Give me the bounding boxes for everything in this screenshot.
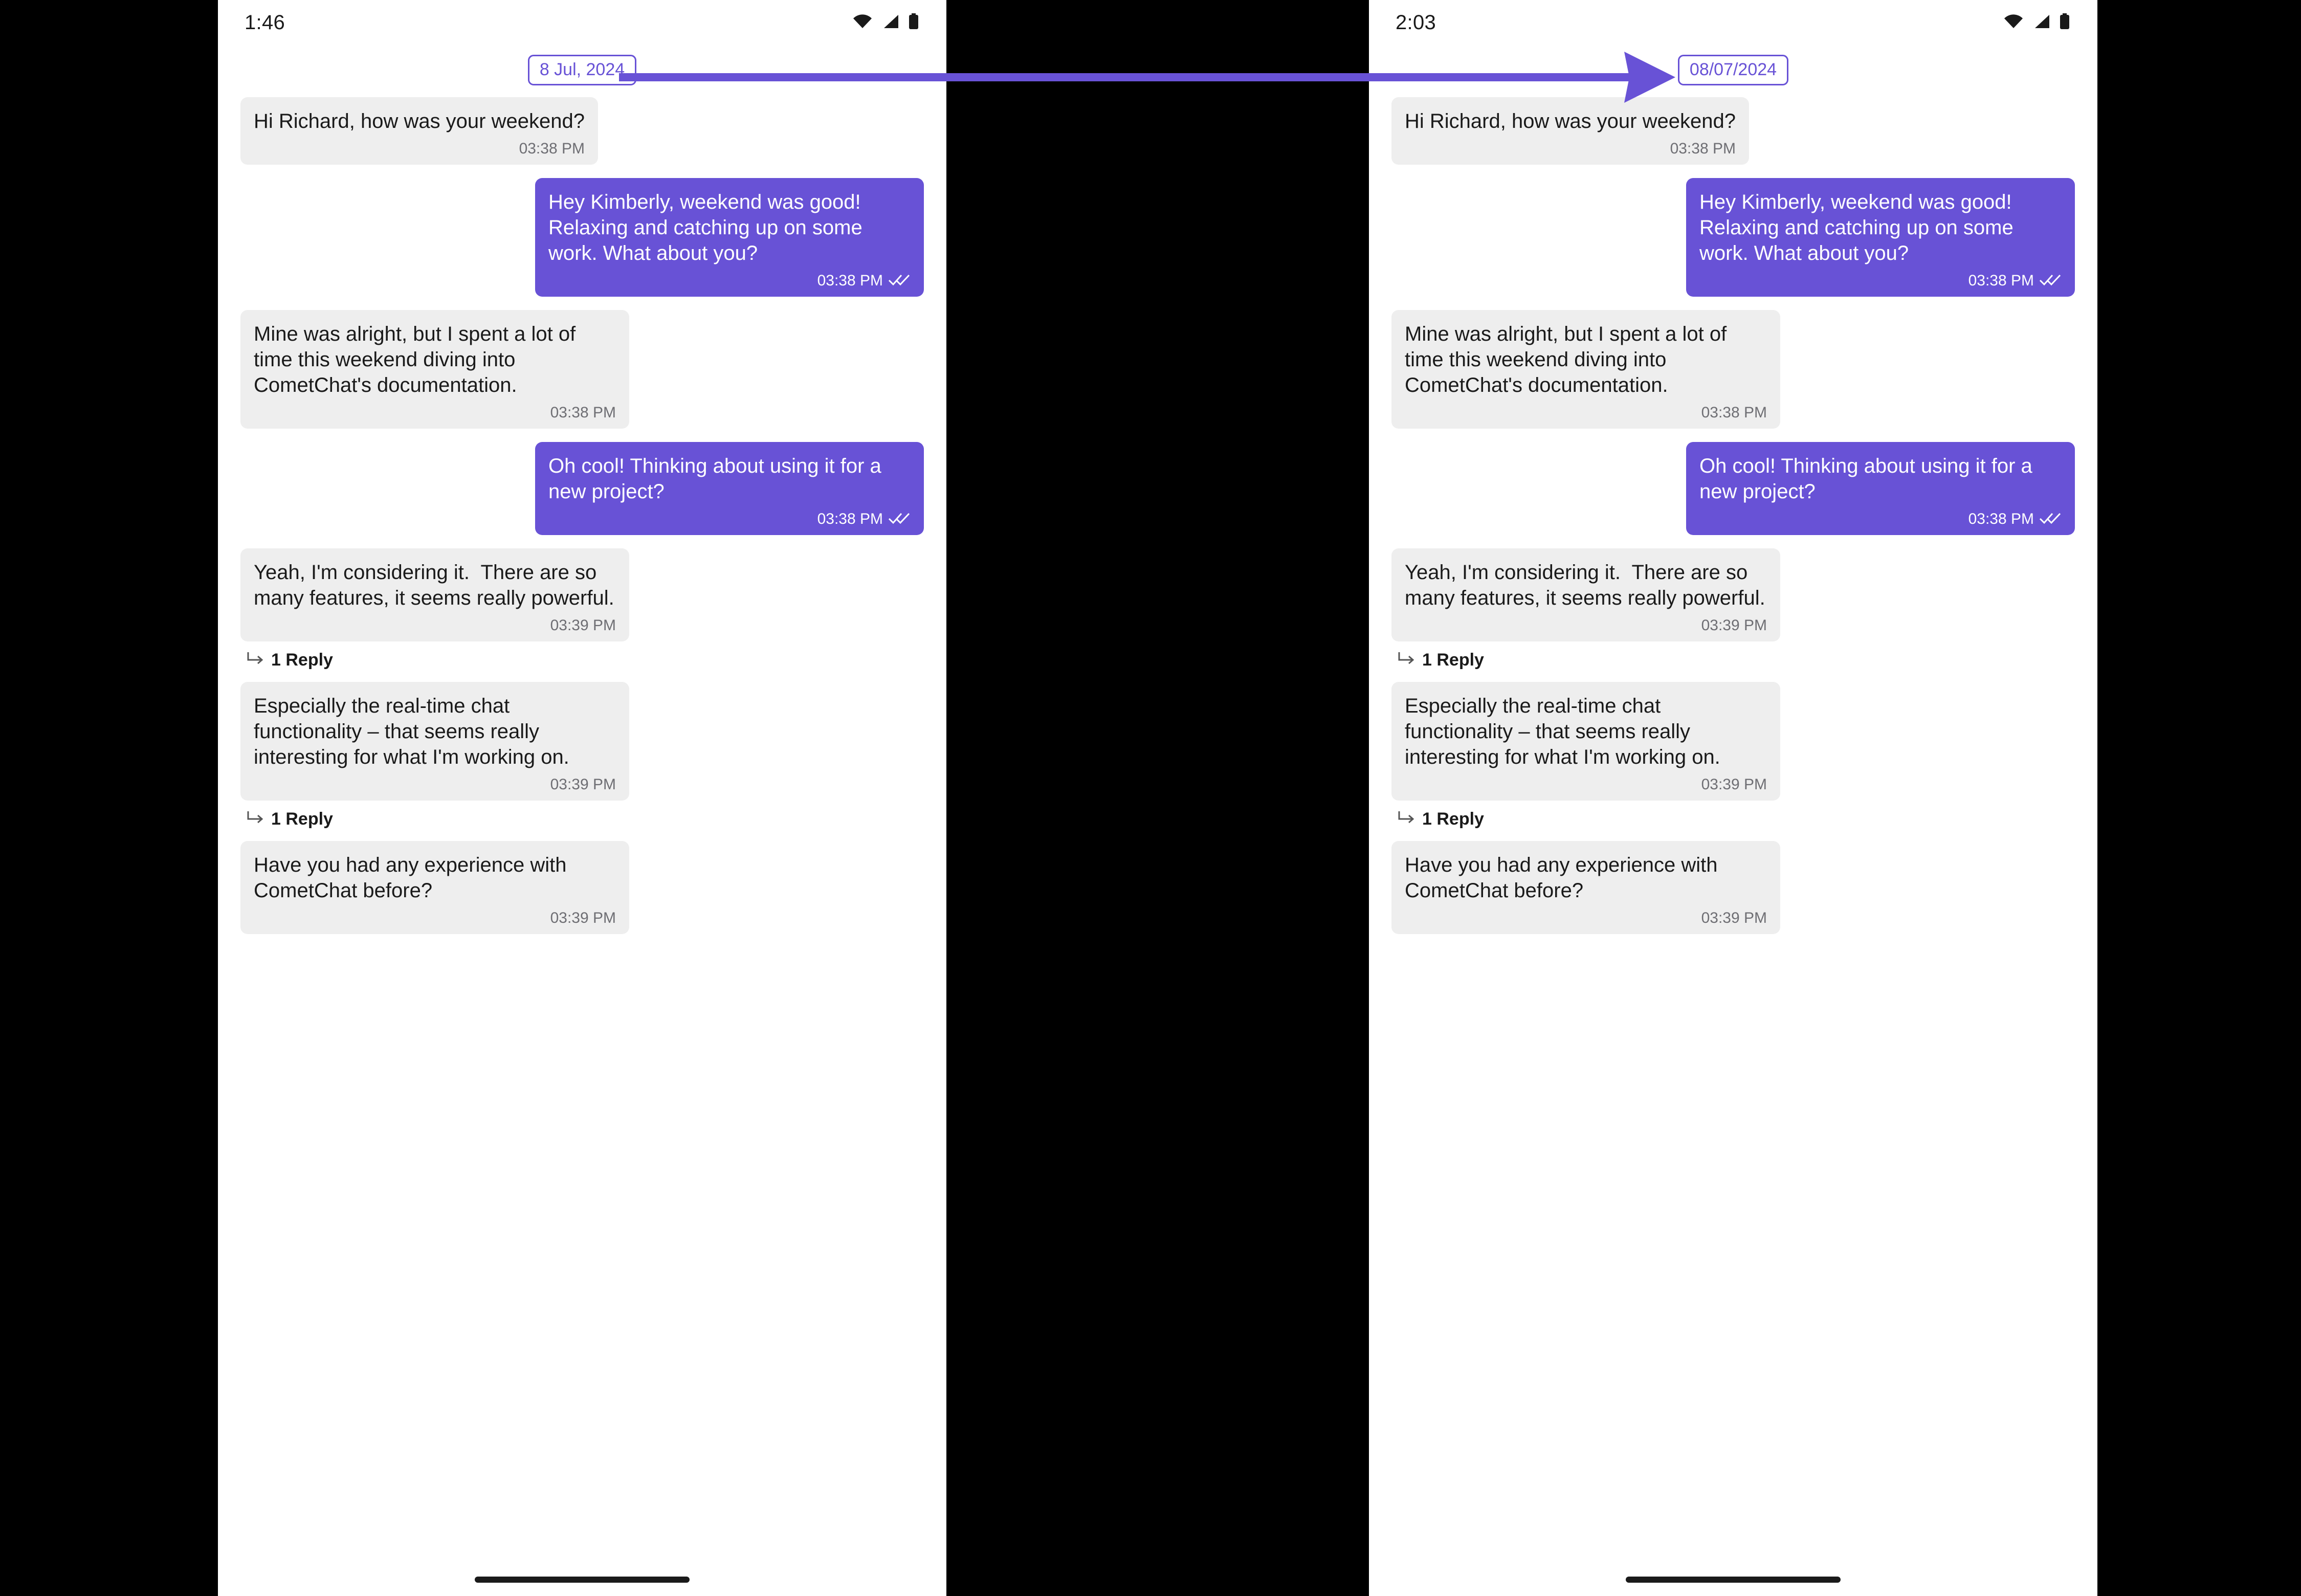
message-meta [548, 512, 911, 527]
reply-count-label: 1 Reply [271, 650, 333, 670]
thread-reply-link[interactable] [247, 651, 924, 669]
reply-arrow-icon [1398, 651, 1415, 669]
battery-icon [909, 13, 919, 32]
message-timestamp: 03:38 PM [817, 272, 883, 289]
message-meta [548, 273, 911, 289]
message-text: Hey Kimberly, weekend was good! Relaxing and catching up on some work. What about you? [548, 191, 868, 264]
message-row [240, 178, 924, 297]
double-check-icon [888, 512, 911, 527]
message-meta [1405, 911, 1767, 926]
message-text: Hey Kimberly, weekend was good! Relaxing and catching up on some work. What about you? [1699, 191, 2019, 264]
message-meta [254, 405, 616, 420]
message-row [240, 442, 924, 535]
home-indicator [1626, 1577, 1841, 1583]
message-timestamp: 03:38 PM [1968, 511, 2034, 527]
message-bubble-incoming[interactable] [1391, 548, 1780, 641]
message-list [1369, 97, 2097, 934]
wifi-icon [2003, 14, 2024, 32]
message-text: Mine was alright, but I spent a lot of time this weekend diving into CometChat's documentation. [1405, 323, 1733, 396]
message-meta [1405, 405, 1767, 420]
message-bubble-incoming[interactable] [1391, 310, 1780, 429]
message-timestamp: 03:38 PM [550, 404, 616, 421]
reply-count-label: 1 Reply [271, 809, 333, 829]
message-meta [1699, 512, 2062, 527]
message-bubble-outgoing[interactable] [1686, 442, 2075, 535]
thread-reply-link[interactable] [247, 810, 924, 828]
message-timestamp: 03:39 PM [1701, 617, 1767, 634]
message-timestamp: 03:38 PM [1968, 272, 2034, 289]
message-bubble-outgoing[interactable] [1686, 178, 2075, 297]
message-timestamp: 03:38 PM [1670, 140, 1736, 157]
message-timestamp: 03:39 PM [550, 617, 616, 634]
thread-reply-link[interactable] [1398, 810, 2075, 828]
message-row [1391, 442, 2075, 535]
message-meta [254, 618, 616, 633]
message-text: Have you had any experience with CometChat before? [254, 854, 572, 902]
thread-reply-link[interactable] [1398, 651, 2075, 669]
status-bar-clock: 2:03 [1396, 11, 1436, 34]
message-bubble-incoming[interactable] [240, 97, 598, 165]
status-bar [218, 0, 946, 45]
message-timestamp: 03:38 PM [519, 140, 585, 157]
phone-screen-right [1369, 0, 2097, 1596]
wifi-icon [852, 14, 873, 32]
status-bar [1369, 0, 2097, 45]
reply-arrow-icon [1398, 810, 1415, 828]
status-bar-clock: 1:46 [245, 11, 285, 34]
message-meta [1405, 618, 1767, 633]
message-row [1391, 548, 2075, 641]
message-meta [254, 911, 616, 926]
message-timestamp: 03:38 PM [817, 511, 883, 527]
message-text: Especially the real-time chat functionality – that seems really interesting for what I'm working on. [1405, 695, 1720, 768]
message-timestamp: 03:39 PM [1701, 910, 1767, 926]
message-row [240, 682, 924, 801]
message-text: Yeah, I'm considering it. There are so many features, it seems really powerful. [254, 561, 614, 609]
message-meta [1405, 141, 1736, 157]
signal-icon [2033, 14, 2050, 32]
message-row [1391, 310, 2075, 429]
double-check-icon [2039, 512, 2062, 527]
message-text: Yeah, I'm considering it. There are so many features, it seems really powerful. [1405, 561, 1765, 609]
battery-icon [2060, 13, 2070, 32]
message-bubble-incoming[interactable] [1391, 97, 1749, 165]
message-text: Have you had any experience with CometChat before? [1405, 854, 1723, 902]
message-timestamp: 03:39 PM [550, 776, 616, 793]
date-chip: 8 Jul, 2024 [529, 56, 635, 84]
message-meta [1405, 777, 1767, 792]
status-bar-icons [852, 13, 919, 32]
date-chip: 08/07/2024 [1679, 56, 1787, 84]
message-text: Oh cool! Thinking about using it for a new project? [548, 455, 887, 503]
reply-count-label: 1 Reply [1422, 650, 1484, 670]
message-bubble-outgoing[interactable] [535, 442, 924, 535]
message-meta [254, 141, 585, 157]
message-row [240, 841, 924, 934]
message-text: Especially the real-time chat functionality – that seems really interesting for what I'm working on. [254, 695, 569, 768]
message-bubble-incoming[interactable] [240, 310, 629, 429]
message-text: Mine was alright, but I spent a lot of time this weekend diving into CometChat's documentation. [254, 323, 582, 396]
message-meta [254, 777, 616, 792]
message-meta [1699, 273, 2062, 289]
message-row [1391, 841, 2075, 934]
message-text: Hi Richard, how was your weekend? [1405, 110, 1736, 132]
message-text: Oh cool! Thinking about using it for a new project? [1699, 455, 2038, 503]
message-row [1391, 178, 2075, 297]
message-bubble-outgoing[interactable] [535, 178, 924, 297]
message-timestamp: 03:39 PM [550, 910, 616, 926]
message-bubble-incoming[interactable] [240, 682, 629, 801]
message-bubble-incoming[interactable] [1391, 841, 1780, 934]
date-separator-row [1369, 45, 2097, 97]
message-text: Hi Richard, how was your weekend? [254, 110, 585, 132]
phone-screen-left [218, 0, 946, 1596]
date-separator-row [218, 45, 946, 97]
message-row [1391, 682, 2075, 801]
reply-arrow-icon [247, 810, 264, 828]
reply-count-label: 1 Reply [1422, 809, 1484, 829]
message-row [240, 97, 924, 165]
message-row [1391, 97, 2075, 165]
double-check-icon [888, 273, 911, 289]
signal-icon [882, 14, 899, 32]
reply-arrow-icon [247, 651, 264, 669]
message-timestamp: 03:38 PM [1701, 404, 1767, 421]
message-list [218, 97, 946, 934]
message-row [240, 548, 924, 641]
status-bar-icons [2003, 13, 2070, 32]
double-check-icon [2039, 273, 2062, 289]
message-bubble-incoming[interactable] [240, 841, 629, 934]
message-row [240, 310, 924, 429]
message-timestamp: 03:39 PM [1701, 776, 1767, 793]
message-bubble-incoming[interactable] [1391, 682, 1780, 801]
message-bubble-incoming[interactable] [240, 548, 629, 641]
home-indicator [475, 1577, 690, 1583]
